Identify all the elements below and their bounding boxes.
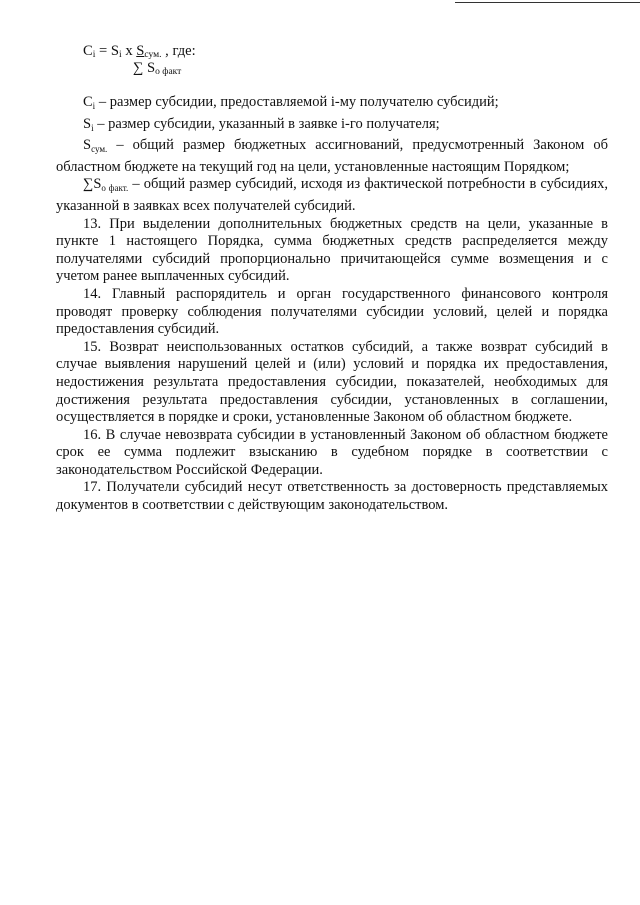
formula-s-sub: i (119, 50, 122, 60)
formula-numerator-s: S (136, 43, 145, 59)
definition-symbol: S (83, 115, 92, 132)
definition-symbol: ∑S (83, 176, 102, 193)
formula-numerator-sub: сум. (144, 50, 162, 60)
paragraph-17: 17. Получатели субсидий несут ответственность за достоверность представляемых документов в соответствии с действующим законодательством. (56, 479, 608, 514)
definition-text: – общий размер бюджетных ассигнований, предусмотренный Законом об областном бюджете на текущий год на цели, установленные настоящим Порядком; (56, 137, 608, 175)
formula-denominator-s: S (143, 60, 156, 76)
definition-subscript: о факт. (101, 183, 129, 194)
formula-denominator (133, 59, 181, 81)
formula-where: , где: (161, 43, 196, 59)
formula-denominator-sub: о факт (155, 67, 182, 77)
paragraph-14: 14. Главный распорядитель и орган государственного финансового контроля проводят проверку соблюдения получателями субсидии условий, целей и порядка предоставления субсидий. (56, 285, 608, 338)
paragraph-15: 15. Возврат неиспользованных остатков субсидий, а также возврат субсидий в случае выявления нарушений целей и (или) условий и порядка их предоставления, недостижения результата предоставления субсидии, показателей, необходимых для достижения результата предоставления субсидии, установленных в соглашении, осуществляется в порядке и сроки, установленные Законом об областном бюджете. (56, 338, 608, 426)
definition-subscript: сум. (91, 144, 108, 155)
formula-eq: = (95, 43, 111, 59)
definition-ssum (56, 137, 608, 176)
formula-s: S (110, 43, 120, 59)
definition-symbol: C (83, 94, 93, 110)
formula-times: x (121, 43, 137, 59)
definition-text: – размер субсидии, указанный в заявке i-го получателя; (93, 115, 440, 132)
definition-subscript: i (92, 101, 96, 111)
definition-symbol: S (83, 137, 92, 154)
formula-lhs-sub: i (92, 50, 96, 60)
formula-lhs: C (83, 43, 93, 59)
definition-subscript: i (91, 122, 94, 133)
paragraph-13: 13. При выделении дополнительных бюджетных средств на цели, указанные в пункте 1 настоящего Порядка, сумма бюджетных средств распределяется между получателями субсидий пропорционально причитающейся сумме возмещения и с учетом ранее выплаченных субсидий. (56, 215, 608, 285)
sigma-symbol: ∑ (133, 60, 144, 76)
definition-text: – размер субсидии, предоставляемой i-му получателю субсидий; (95, 94, 499, 110)
formula-numerator (136, 43, 161, 59)
top-rule (455, 2, 640, 3)
subsidy-formula (83, 42, 196, 77)
definition-ci (56, 94, 608, 116)
document-body (56, 94, 608, 515)
paragraph-16: 16. В случае невозврата субсидии в установленный Законом об областном бюджете срок ее сумма подлежит взысканию в судебном порядке в соответствии с законодательством Российской Федерации. (56, 426, 608, 478)
definition-text: – общий размер субсидий, исходя из фактической потребности в субсидиях, указанной в заявках всех получателей субсидий. (56, 176, 608, 214)
definition-si (56, 116, 608, 138)
definition-sfakt (56, 176, 608, 215)
